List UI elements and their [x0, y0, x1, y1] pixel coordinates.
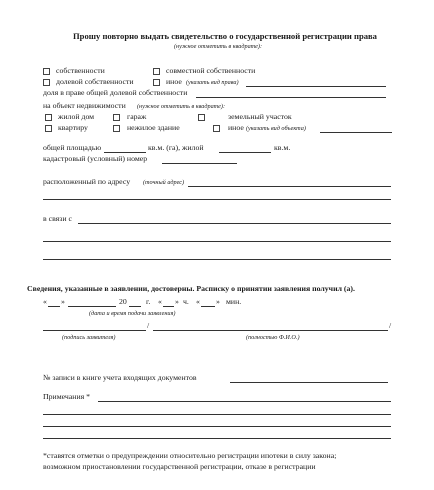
label-nonres: нежилое здание — [127, 123, 180, 132]
area-total-label: общей площадью — [43, 143, 102, 152]
full-name-hint: (полностью Ф.И.О.) — [246, 334, 300, 341]
share-label: доля в праве общей долевой собственности — [43, 88, 188, 97]
month-line[interactable] — [68, 306, 116, 307]
minute-open-quote: « — [196, 297, 200, 306]
label-garage: гараж — [127, 112, 147, 121]
datetime-hint: (дата и время подачи заявления) — [89, 310, 176, 317]
hour-label: ч. — [183, 297, 189, 306]
checkbox-shared[interactable] — [43, 79, 50, 86]
reason-line-1[interactable] — [78, 223, 391, 224]
label-joint: совместной собственности — [166, 66, 256, 75]
label-shared: долевой собственности — [56, 77, 134, 86]
hint-other-object: (указать вид объекта) — [246, 125, 306, 132]
minute-line[interactable] — [201, 306, 215, 307]
footnote-line-1: *ставятся отметки о предупреждении относительно регистрации ипотеки в силу закона; — [43, 451, 337, 460]
hour-open-quote: « — [158, 297, 162, 306]
checkbox-other-right[interactable] — [153, 79, 160, 86]
year-suffix: г. — [146, 297, 151, 306]
signature-slash-1: / — [147, 321, 150, 330]
notes-line-3[interactable] — [43, 426, 391, 427]
title-hint: (нужное отметить в квадрате): — [174, 43, 263, 50]
label-other-object: иное — [228, 123, 244, 132]
share-line[interactable] — [196, 97, 386, 98]
checkbox-land[interactable] — [198, 114, 205, 121]
notes-line-1[interactable] — [98, 401, 391, 402]
checkbox-nonres[interactable] — [113, 125, 120, 132]
hint-other-right: (указать вид права) — [186, 79, 239, 86]
date-open-quote: « — [43, 297, 47, 306]
cadastral-label: кадастровый (условный) номер — [43, 154, 148, 163]
registry-label: № записи в книге учета входящих документов — [43, 373, 197, 382]
minute-label: мин. — [226, 297, 242, 306]
area-unit-sqm: кв.м. — [274, 143, 291, 152]
label-house: жилой дом — [58, 112, 95, 121]
minute-close-quote: » — [216, 297, 220, 306]
cadastral-line[interactable] — [162, 163, 237, 164]
day-line[interactable] — [48, 306, 60, 307]
area-unit-living: кв.м. (га), жилой — [148, 143, 204, 152]
date-close-quote: » — [61, 297, 65, 306]
signature-line[interactable] — [43, 330, 146, 331]
checkbox-house[interactable] — [45, 114, 52, 121]
notes-line-2[interactable] — [43, 414, 391, 415]
area-total-line[interactable] — [104, 152, 146, 153]
address-hint: (точный адрес) — [143, 179, 185, 186]
label-land: земельный участок — [228, 112, 292, 121]
signature-slash-2: / — [389, 321, 392, 330]
full-name-line[interactable] — [153, 330, 388, 331]
address-line-1[interactable] — [188, 186, 391, 187]
other-object-line[interactable] — [320, 132, 392, 133]
notes-label: Примечания * — [43, 392, 91, 401]
page-title: Прошу повторно выдать свидетельство о государственной регистрации права — [73, 31, 377, 41]
reason-line-2[interactable] — [43, 241, 391, 242]
hour-line[interactable] — [163, 306, 174, 307]
reason-line-3[interactable] — [43, 259, 391, 260]
checkbox-sole[interactable] — [43, 68, 50, 75]
year-line[interactable] — [129, 306, 141, 307]
area-living-line[interactable] — [219, 152, 271, 153]
other-right-line[interactable] — [246, 86, 386, 87]
confirmation-text: Сведения, указанные в заявлении, достоверны. Расписку о принятии заявления получил (а). — [27, 284, 355, 293]
signature-hint: (подпись заявителя) — [62, 334, 116, 341]
checkbox-joint[interactable] — [153, 68, 160, 75]
reason-label: в связи с — [43, 214, 72, 223]
object-label: на объект недвижимости — [43, 101, 126, 110]
notes-line-4[interactable] — [43, 438, 391, 439]
checkbox-apartment[interactable] — [45, 125, 52, 132]
label-apartment: квартиру — [58, 123, 88, 132]
checkbox-garage[interactable] — [113, 114, 120, 121]
hour-close-quote: » — [175, 297, 179, 306]
label-sole: собственности — [56, 66, 105, 75]
footnote-line-2: возможном приостановлении государственной регистрации, отказе в регистрации — [43, 462, 316, 471]
year-prefix: 20 — [119, 297, 127, 306]
label-other-right: иное — [166, 77, 182, 86]
address-line-2[interactable] — [43, 199, 391, 200]
object-hint: (нужное отметить в квадрате): — [137, 103, 226, 110]
address-label: расположенный по адресу — [43, 177, 131, 186]
registry-line[interactable] — [230, 382, 388, 383]
checkbox-other-object[interactable] — [213, 125, 220, 132]
